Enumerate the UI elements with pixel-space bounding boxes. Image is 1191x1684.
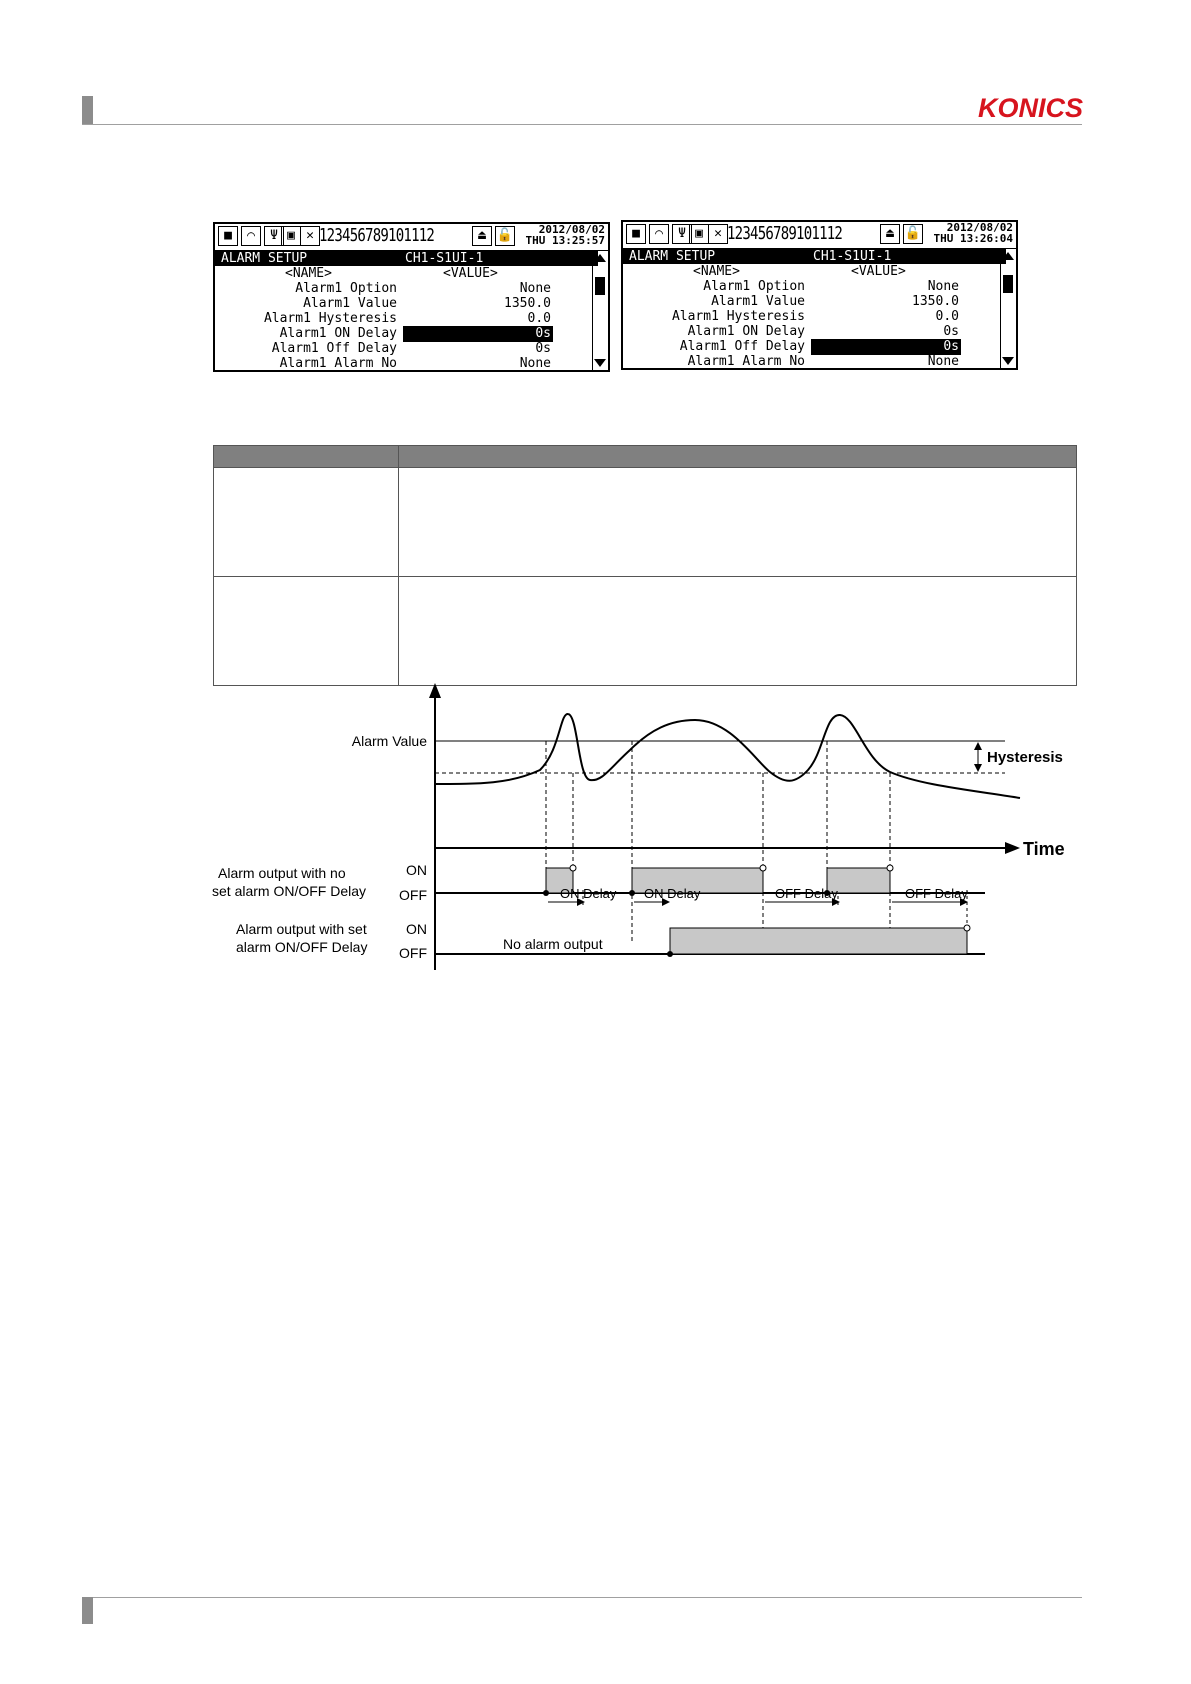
- table-header-cell: [214, 446, 399, 468]
- setting-value[interactable]: 0.0: [935, 309, 959, 324]
- lcd-screen-1: [213, 222, 610, 372]
- status-icon: ▣: [689, 224, 709, 244]
- lcd-title-bar: [623, 249, 1006, 264]
- scroll-up-icon[interactable]: [594, 254, 606, 262]
- row2-label-a: Alarm output with set: [236, 921, 367, 937]
- setting-value[interactable]: 0.0: [527, 311, 551, 326]
- date-time: [934, 222, 1013, 244]
- status-icon: Ψ: [672, 224, 692, 244]
- table-cell: [399, 577, 1077, 686]
- table-header-cell: [399, 446, 1077, 468]
- time-text: THU 13:26:04: [933, 232, 1013, 245]
- scroll-down-icon[interactable]: [1002, 357, 1014, 365]
- time-axis-arrow: [1005, 842, 1020, 854]
- row1-label-b: set alarm ON/OFF Delay: [212, 883, 367, 899]
- logo-text: KONICS: [977, 93, 1083, 122]
- time-text: THU 13:25:57: [525, 234, 605, 247]
- footer-bar-marker: [82, 1597, 93, 1624]
- channel-indicators: 123456789101112: [319, 225, 435, 246]
- row1-label-a: Alarm output with no: [218, 865, 346, 881]
- setting-name: Alarm1 Value: [711, 294, 805, 309]
- row2-pulse: [670, 928, 967, 954]
- status-icon: Ψ: [264, 226, 284, 246]
- setting-value[interactable]: None: [519, 356, 551, 371]
- setting-value[interactable]: 0s: [403, 326, 553, 342]
- setting-value[interactable]: 0s: [943, 324, 959, 339]
- status-icon: ■: [218, 226, 238, 246]
- setting-name: Alarm1 Option: [295, 281, 397, 296]
- off-delay-label-2: OFF Delay: [905, 886, 968, 901]
- lcd-title-bar: [215, 251, 598, 266]
- alarm-value-label: Alarm Value: [351, 733, 427, 749]
- row1-off-label: OFF: [399, 887, 427, 903]
- setting-name: Alarm1 Hysteresis: [671, 309, 805, 324]
- table-cell: [214, 468, 399, 577]
- process-value-curve: [435, 714, 1020, 798]
- eject-icon: ⏏: [880, 224, 900, 244]
- lcd-screen-2: [621, 220, 1018, 370]
- date-text: 2012/08/02: [946, 221, 1013, 234]
- lock-icon: 🔓: [903, 224, 923, 244]
- channel-id: CH1-S1UI-1: [405, 251, 484, 266]
- setting-value[interactable]: 1350.0: [912, 294, 959, 309]
- scroll-thumb[interactable]: [1003, 275, 1013, 293]
- date-text: 2012/08/02: [538, 223, 605, 236]
- setting-value[interactable]: None: [927, 279, 959, 294]
- scroll-thumb[interactable]: [595, 277, 605, 295]
- channel-indicators: 123456789101112: [727, 223, 843, 244]
- no-alarm-output-label: No alarm output: [503, 936, 603, 952]
- setting-name: Alarm1 Off Delay: [271, 341, 397, 356]
- setting-value[interactable]: 0s: [535, 341, 551, 356]
- row2-off-label: OFF: [399, 945, 427, 961]
- setting-value[interactable]: 0s: [811, 339, 961, 355]
- table-row: [214, 468, 1077, 577]
- table-cell: [399, 468, 1077, 577]
- setting-name: Alarm1 Alarm No: [687, 354, 805, 369]
- header-bar-marker: [82, 96, 93, 125]
- row2-label-b: alarm ON/OFF Delay: [236, 939, 368, 955]
- channel-id: CH1-S1UI-1: [813, 249, 892, 264]
- setting-name: Alarm1 Alarm No: [279, 356, 397, 371]
- on-delay-label-2: ON Delay: [644, 886, 701, 901]
- time-label: Time: [1023, 839, 1065, 859]
- off-delay-label-1: OFF Delay: [775, 886, 838, 901]
- scrollbar[interactable]: [592, 251, 608, 370]
- konics-logo: [950, 92, 1085, 122]
- setting-value[interactable]: 1350.0: [504, 296, 551, 311]
- setting-value[interactable]: None: [927, 354, 959, 369]
- description-table: [213, 445, 1077, 686]
- lock-icon: 🔓: [495, 226, 515, 246]
- screen-title: ALARM SETUP: [221, 251, 308, 266]
- setting-name: Alarm1 Hysteresis: [263, 311, 397, 326]
- status-icon: ✕: [708, 224, 728, 244]
- setting-name: Alarm1 ON Delay: [279, 326, 397, 341]
- status-icon: ⌒: [241, 226, 261, 246]
- status-icon: ■: [626, 224, 646, 244]
- scroll-up-icon[interactable]: [1002, 252, 1014, 260]
- setting-name: Alarm1 Option: [703, 279, 805, 294]
- value-column-header: <VALUE>: [851, 264, 906, 279]
- lcd-status-bar: [215, 224, 608, 251]
- alarm-delay-timing-diagram: [210, 680, 1090, 970]
- lcd-status-bar: [623, 222, 1016, 249]
- hysteresis-label: Hysteresis: [987, 749, 1063, 766]
- name-column-header: <NAME>: [693, 264, 740, 279]
- status-icon: ▣: [281, 226, 301, 246]
- setting-name: Alarm1 ON Delay: [687, 324, 805, 339]
- footer-rule: [82, 1597, 1082, 1598]
- date-time: [526, 224, 605, 246]
- status-icon: ✕: [300, 226, 320, 246]
- header-rule: [82, 124, 1082, 125]
- status-icon: ⌒: [649, 224, 669, 244]
- value-column-header: <VALUE>: [443, 266, 498, 281]
- setting-name: Alarm1 Off Delay: [679, 339, 805, 354]
- table-cell: [214, 577, 399, 686]
- name-column-header: <NAME>: [285, 266, 332, 281]
- y-axis-arrow: [429, 683, 441, 698]
- scroll-down-icon[interactable]: [594, 359, 606, 367]
- screen-title: ALARM SETUP: [629, 249, 716, 264]
- table-header-row: [214, 446, 1077, 468]
- setting-value[interactable]: None: [519, 281, 551, 296]
- row2-on-label: ON: [406, 921, 427, 937]
- eject-icon: ⏏: [472, 226, 492, 246]
- scrollbar[interactable]: [1000, 249, 1016, 368]
- table-row: [214, 577, 1077, 686]
- on-delay-label-1: ON Delay: [560, 886, 617, 901]
- setting-name: Alarm1 Value: [303, 296, 397, 311]
- row1-on-label: ON: [406, 862, 427, 878]
